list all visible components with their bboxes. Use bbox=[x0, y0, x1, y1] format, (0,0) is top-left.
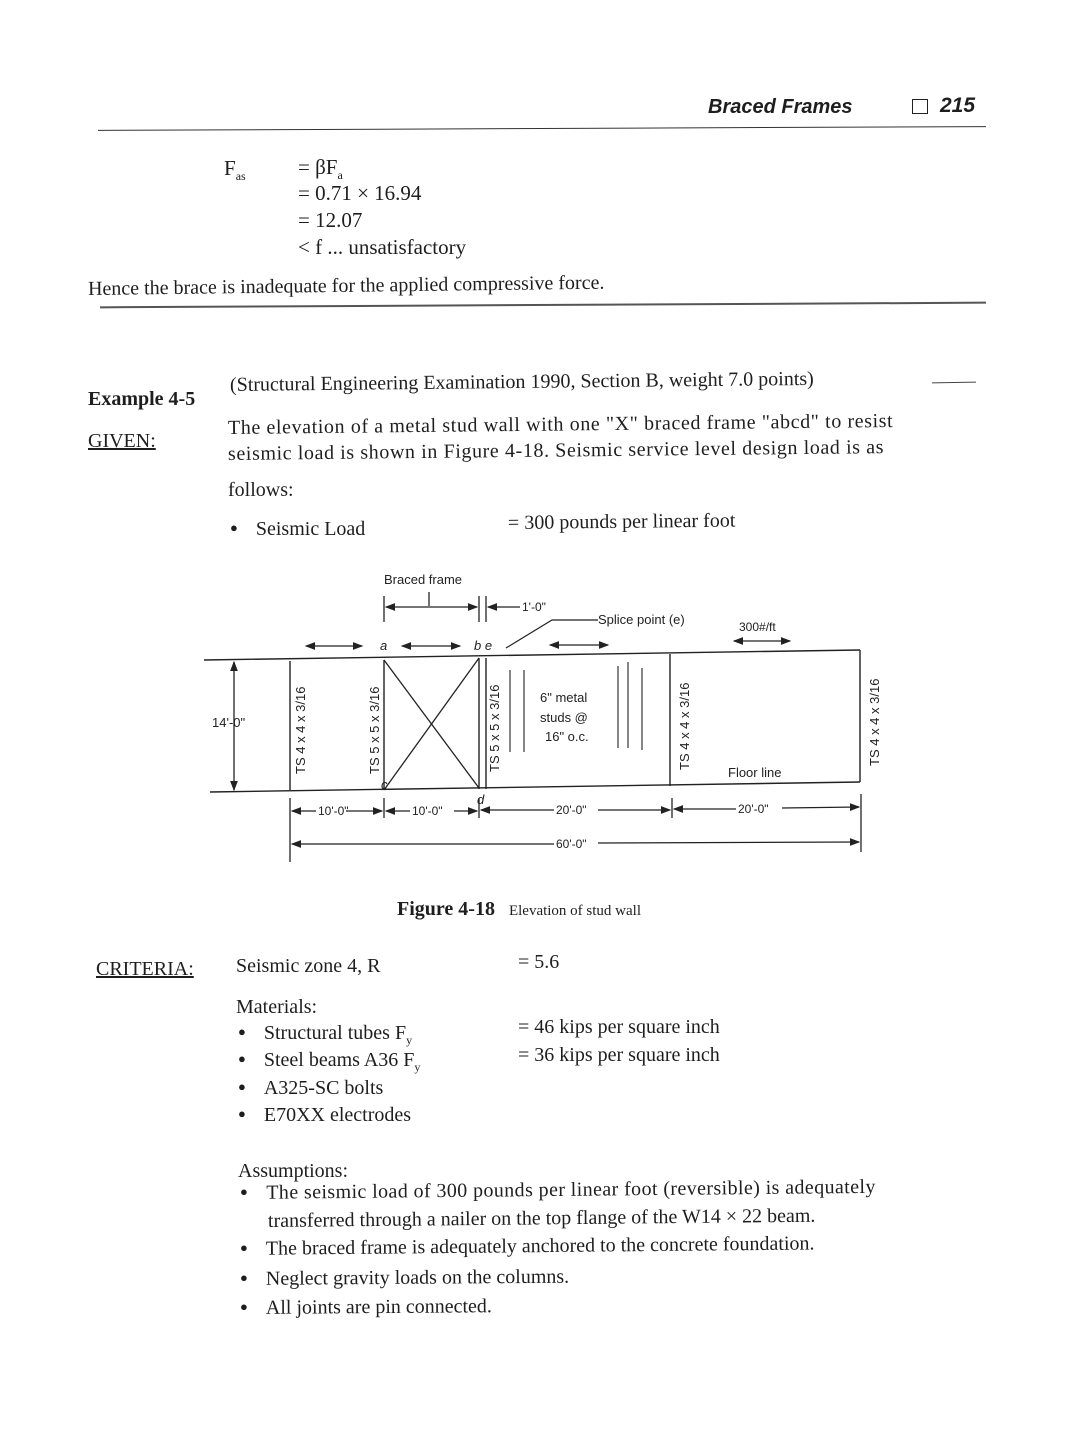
calc-line-4: < f ... unsatisfactory bbox=[298, 235, 467, 259]
label-braced-frame: Braced frame bbox=[384, 572, 463, 587]
material-value: = 36 kips per square inch bbox=[518, 1044, 720, 1066]
point-a: a bbox=[380, 638, 388, 653]
dim-60ft: 60'-0" bbox=[556, 837, 587, 851]
criteria-label: CRITERIA: bbox=[96, 958, 194, 980]
assumption-item-continued: transferred through a nailer on the top flange of the W14 × 22 beam. bbox=[267, 1204, 816, 1232]
calc-lhs: $F_{as}$ bbox=[224, 156, 246, 184]
criteria-zone-value: = 5.6 bbox=[518, 951, 560, 973]
column-label-4: TS 4 x 4 x 3/16 bbox=[677, 682, 692, 770]
splice-leader bbox=[506, 620, 598, 648]
dim-20ft-b: 20'-0" bbox=[738, 802, 769, 816]
column-label-1: TS 4 x 4 x 3/16 bbox=[293, 686, 308, 774]
dim-height: 14'-0" bbox=[212, 715, 246, 730]
calc-line-2: = 0.71 × 16.94 bbox=[298, 181, 422, 205]
figure-caption bbox=[397, 898, 641, 921]
column-label-3: TS 5 x 5 x 3/16 bbox=[487, 684, 502, 772]
point-d: d bbox=[477, 792, 485, 807]
point-be: b e bbox=[474, 638, 493, 653]
studs-line-1: 6" metal bbox=[540, 690, 588, 705]
label-floor-line: Floor line bbox=[728, 765, 782, 780]
point-c: c bbox=[381, 777, 388, 792]
material-value: = 46 kips per square inch bbox=[518, 1016, 720, 1038]
material-item: ● A325-SC bolts bbox=[238, 1077, 383, 1100]
point-arrows bbox=[306, 645, 608, 646]
given-seismic-load-label: ● Seismic Load bbox=[230, 518, 365, 541]
column-label-5: TS 4 x 4 x 3/16 bbox=[867, 678, 882, 766]
column-label-2: TS 5 x 5 x 3/16 bbox=[367, 686, 382, 774]
label-splice-point: Splice point (e) bbox=[598, 612, 685, 627]
dim-20ft-a: 20'-0" bbox=[556, 803, 587, 817]
stud-wall-elevation-figure bbox=[0, 560, 1088, 930]
assumption-item: ● Neglect gravity loads on the columns. bbox=[240, 1266, 569, 1291]
dim-10ft-a: 10'-0" bbox=[318, 804, 349, 818]
calc-line-3: = 12.07 bbox=[298, 208, 363, 232]
braced-frame-dimension bbox=[384, 592, 520, 622]
given-line-1: The elevation of a metal stud wall with one "X" braced frame "abcd" to resist bbox=[227, 410, 894, 439]
running-header-title: Braced Frames bbox=[708, 96, 853, 118]
materials-label: Materials: bbox=[236, 996, 318, 1018]
example-text: (Structural Engineering Examination 1990, Section B, weight 7.0 points) bbox=[229, 367, 814, 396]
figure-caption-text: Elevation of stud wall bbox=[508, 903, 642, 919]
figure-caption-number: Figure 4-18 bbox=[397, 898, 495, 920]
material-item: ● E70XX electrodes bbox=[238, 1104, 411, 1127]
example-rule bbox=[932, 382, 976, 384]
page-number: 215 bbox=[940, 94, 976, 117]
dim-1-foot: 1'-0" bbox=[522, 600, 546, 614]
given-line-3: follows: bbox=[228, 479, 294, 501]
header-rule bbox=[98, 126, 986, 131]
section-rule bbox=[100, 302, 986, 309]
x-brace bbox=[384, 658, 479, 790]
material-item: ● Steel beams A36 $F_y$ bbox=[238, 1049, 420, 1075]
calc-line-1: = $\beta F_a$ bbox=[298, 155, 343, 183]
label-load: 300#/ft bbox=[739, 620, 776, 634]
given-line-2: seismic load is shown in Figure 4-18. Seismic service level design load is as bbox=[227, 436, 885, 465]
header-square-icon bbox=[912, 99, 928, 114]
criteria-zone: Seismic zone 4, R bbox=[236, 955, 381, 977]
dim-10ft-b: 10'-0" bbox=[412, 804, 443, 818]
given-seismic-load-value: = 300 pounds per linear foot bbox=[507, 509, 736, 534]
material-item: ● Structural tubes $F_y$ bbox=[238, 1022, 412, 1048]
studs-line-3: 16" o.c. bbox=[545, 729, 589, 744]
assumption-item: ● The braced frame is adequately anchored to the concrete foundation. bbox=[240, 1232, 815, 1261]
assumption-item: ● The seismic load of 300 pounds per linear foot (reversible) is adequately bbox=[240, 1176, 876, 1205]
assumption-item: ● All joints are pin connected. bbox=[240, 1295, 492, 1320]
given-label: GIVEN: bbox=[88, 430, 156, 452]
example-label: Example 4-5 bbox=[88, 388, 196, 410]
conclusion-text: Hence the brace is inadequate for the applied compressive force. bbox=[87, 271, 605, 300]
assumptions-label: Assumptions: bbox=[238, 1160, 349, 1182]
studs-line-2: studs @ bbox=[540, 710, 588, 725]
